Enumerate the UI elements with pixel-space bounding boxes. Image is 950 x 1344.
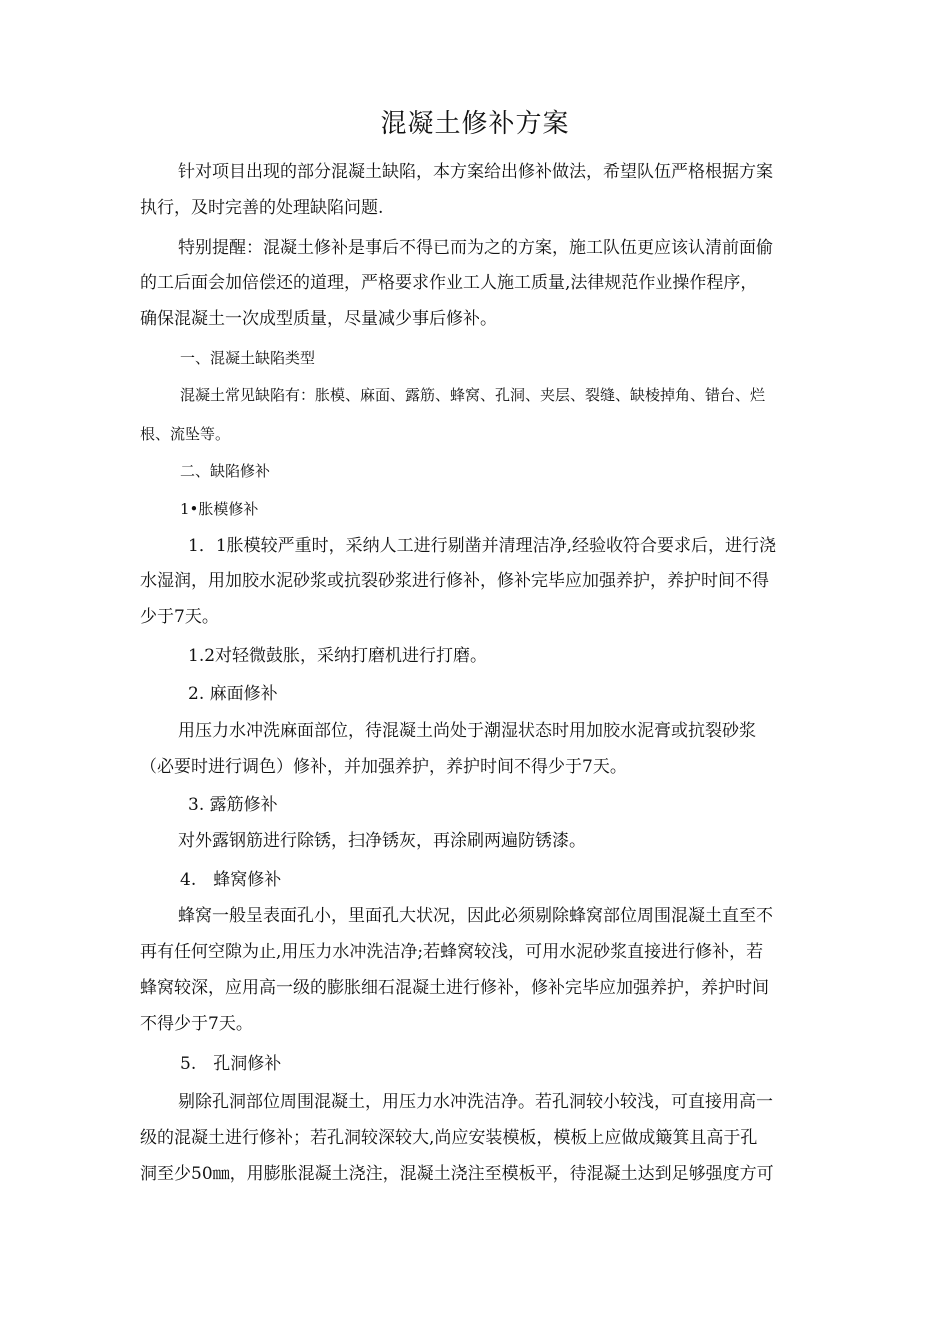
sub2-body-line-1: 用压力水冲洗麻面部位，待混凝土尚处于潮湿状态时用加胶水泥膏或抗裂砂浆 [178, 721, 756, 741]
section1-heading: 一、混凝土缺陷类型 [180, 349, 316, 367]
sub4-body-line-2: 再有任何空隙为止,用压力水冲洗洁净;若蜂窝较浅，可用水泥砂浆直接进行修补，若 [140, 942, 764, 962]
intro-line-1: 针对项目出现的部分混凝土缺陷，本方案给出修补做法，希望队伍严格根据方案 [178, 162, 773, 182]
sub1-p1-line-2: 水湿润，用加胶水泥砂浆或抗裂砂浆进行修补，修补完毕应加强养护，养护时间不得 [140, 571, 769, 591]
sub3-heading: 3. 露筋修补 [188, 795, 278, 815]
section1-body-line-1: 混凝土常见缺陷有：胀模、麻面、露筋、蜂窝、孔洞、夹层、裂缝、缺棱掉角、错台、烂 [180, 386, 766, 404]
sub5-heading: 5. 孔洞修补 [180, 1054, 282, 1074]
section1-body-line-2: 根、流坠等。 [140, 425, 231, 443]
reminder-line-2: 的工后面会加倍偿还的道理，严格要求作业工人施工质量,法律规范作业操作程序， [140, 273, 758, 293]
sub2-heading: 2. 麻面修补 [188, 684, 278, 704]
sub5-body-line-2: 级的混凝土进行修补；若孔洞较深较大,尚应安装模板，模板上应做成簸箕且高于孔 [140, 1128, 758, 1148]
sub1-p2: 1.2对轻微鼓胀，采纳打磨机进行打磨。 [188, 646, 488, 666]
reminder-line-1: 特别提醒：混凝土修补是事后不得已而为之的方案，施工队伍更应该认清前面偷 [178, 238, 773, 258]
section2-heading: 二、缺陷修补 [180, 462, 271, 480]
sub4-body-line-1: 蜂窝一般呈表面孔小，里面孔大状况，因此必须剔除蜂窝部位周围混凝土直至不 [178, 906, 773, 926]
reminder-line-3: 确保混凝土一次成型质量，尽量减少事后修补。 [140, 309, 497, 329]
intro-line-2: 执行，及时完善的处理缺陷问题. [140, 198, 384, 218]
sub1-heading: 1•胀模修补 [180, 500, 259, 518]
sub2-body-line-2: （必要时进行调色）修补，并加强养护，养护时间不得少于7天。 [140, 757, 627, 777]
sub4-body-line-4: 不得少于7天。 [140, 1014, 253, 1034]
sub5-body-line-3: 洞至少50㎜，用膨胀混凝土浇注，混凝土浇注至模板平，待混凝土达到足够强度方可 [140, 1164, 774, 1184]
sub4-heading: 4. 蜂窝修补 [180, 870, 282, 890]
sub4-body-line-3: 蜂窝较深，应用高一级的膨胀细石混凝土进行修补，修补完毕应加强养护，养护时间 [140, 978, 769, 998]
document-title: 混凝土修补方案 [380, 109, 570, 139]
sub1-p1-line-3: 少于7天。 [140, 607, 219, 627]
sub3-body: 对外露钢筋进行除锈，扫净锈灰，再涂刷两遍防锈漆。 [178, 831, 586, 851]
sub1-p1-line-1: 1．1胀模较严重时，采纳人工进行剔凿并清理洁净,经验收符合要求后，进行浇 [188, 536, 777, 556]
sub5-body-line-1: 剔除孔洞部位周围混凝土，用压力水冲洗洁净。若孔洞较小较浅，可直接用高一 [178, 1092, 773, 1112]
